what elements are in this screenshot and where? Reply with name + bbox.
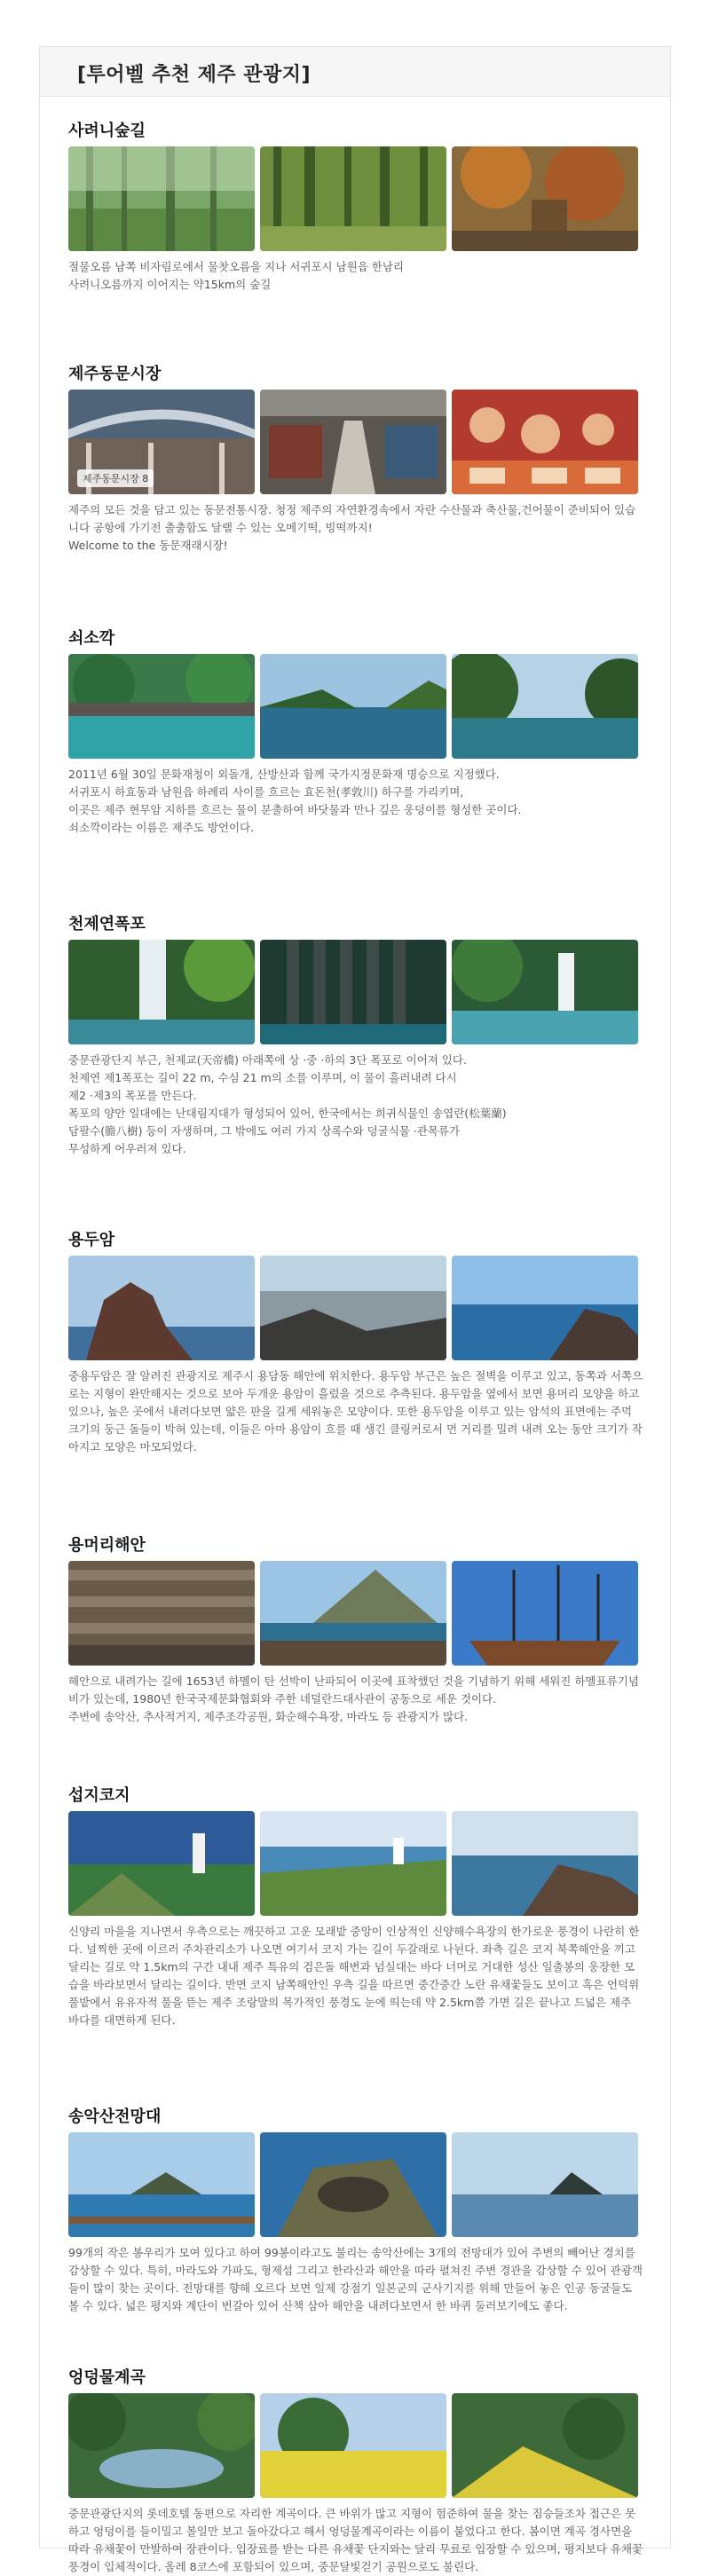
section-cheonjeyeon [68,911,645,1158]
waterfall-cliff-photo [68,940,255,1044]
section-seopjikoji [68,1783,645,2029]
flower-valley-photo [452,2393,638,2498]
market-aisle-photo [260,390,446,494]
section-desc: 중용두암은 잘 알려진 관광지로 제주시 용담동 해안에 위치한다. 용두암 부근은 높은 절벽을 이루고 있고, 동쪽과 서쪽으로는 지형이 완만해지는 것으로 보아 두개운 용암이 흘렀을 것으로 추측된다. 용두암을 옆에서 보면 용머리 모양을 하고 있으나, 높은 곳에서 내려다보면 얇은 판을 길게 세워놓은 모양이다. 또한 용두암을 이루고 있는 암석의 표면에는 주먹 크기의 둥근 돌들이 박혀 있는데, 이들은 아마 용암이 흐를 때 생긴 클링커로서 먼 거리를 밀려 내려 오는 동안 크기가 작아지고 모양은 마모되었다. [68,1369,643,1453]
layered-cliff-photo [68,1561,255,1666]
dragon-rock-photo [68,1256,255,1360]
header-bar [40,47,670,97]
market-sign: 제주동문시장 8 [77,469,154,487]
section-desc: 중문관광단지 부근, 천제교(天帝橋) 아래쪽에 상 ·중 ·하의 3단 폭포로 이어져 있다. 천제연 제1폭포는 길이 22 m, 수심 21 m의 소를 이루며, 이 물이 흘러내려 다시 제2 ·제3의 폭포를 만든다. 폭포의 양안 일대에는 난대림지대가 형성되어 있어, 한국에서는 희귀식물인 송엽란(松葉蘭) 담팔수(膽八樹) 등이 자생하며, 그 밖에도 여러 가지 상록수와 덩굴식물 ·관목류가 무성하게 어우러져 있다. [68,1053,507,1155]
river-gorge-photo [68,654,255,759]
section-title: 용두암 [68,1231,115,1249]
autumn-forest-photo [452,146,638,251]
page-title: [투어벨 추천 제주 관광지] [77,64,312,86]
article-frame [39,46,671,2573]
section-soesokkak [68,626,645,837]
valley-pond-photo [68,2393,255,2498]
tall-forest-photo [260,146,446,251]
hamel-ship-photo [452,1561,638,1666]
rocky-coast-photo [452,1811,638,1916]
section-desc: 제주의 모든 것을 담고 있는 동문전통시장. 청정 제주의 자연환경속에서 자란 수산물과 축산물,건어물이 준비되어 있습니다 공항에 가기전 출출함도 달랠 수 있는 오메기떡, 빙떡까지! Welcome to the 동문재래시장! [68,503,636,552]
section-title: 섭지코지 [68,1786,130,1805]
section-title: 천제연폭포 [68,915,146,934]
waterfall-pool-photo [452,940,638,1044]
island-view-photo [452,2132,638,2237]
section-title: 제주동문시장 [68,365,162,383]
seaside-path-photo [260,1811,446,1916]
section-desc: 2011년 6월 30일 문화재청이 외돌개, 산방산과 함께 국가지정문화재 명승으로 지정했다. 서귀포시 하효동과 남원읍 하례리 사이를 흐르는 효돈천(孝敦川) 하구를 가리키며, 이곳은 제주 현무암 지하를 흐르는 물이 분출하여 바닷물과 만나 깊은 웅덩이를 형성한 곳이다. 쇠소깍이라는 이름은 제주도 방언이다. [68,768,522,834]
waterfall-pillars-photo [260,940,446,1044]
forest-mist-photo [68,146,255,251]
boardwalk-photo [68,2132,255,2237]
section-title: 용머리해안 [68,1536,146,1555]
section-desc: 절물오름 남쪽 비자림로에서 물찻오름을 지나 서귀포시 남원읍 한남리 사려니오름까지 이어지는 약15km의 숲길 [68,260,404,291]
market-entrance-photo [68,390,255,494]
section-yongmeori [68,1532,645,1726]
section-saryeoni [68,118,645,294]
dragon-coast-photo [260,1256,446,1360]
yellow-flowers-photo [260,2393,446,2498]
section-dongmun-market [68,361,645,555]
section-desc: 신양리 마을을 지나면서 우측으로는 깨끗하고 고운 모래밭 중앙이 인상적인 신양해수욕장의 한가로운 풍경이 나란히 한다. 널찍한 곳에 이르러 주차관리소가 나오면 여기서 코지 가는 길이 두갈래로 나뉜다. 좌측 길은 코지 북쪽해안을 끼고 달리는 길로 약 1.5km의 구간 내내 제주 특유의 검은돌 해변과 넘실대는 바다 너머로 거대한 성산 일출봉의 웅장한 모습을 바라보면서 달리는 길이다. 반면 코지 남쪽해안인 우측 길을 따르면 중간중간 노란 유채꽃들도 보이고 혹은 언덕위 풀밭에서 유유자적 풀을 뜯는 제주 조랑말의 목가적인 풍경도 눈에 띄는데 약 2.5km쯤 가면 길은 끝나고 드넓은 제주 바다를 대면하게 된다. [68,1925,640,2027]
volcanic-crater-photo [260,2132,446,2237]
river-mouth-photo [260,654,446,759]
section-songaksan [68,2104,645,2315]
section-desc: 중문관광단지의 롯데호텔 동편으로 자리한 계곡이다. 큰 바위가 많고 지형이 험준하여 물을 찾는 짐승들조차 접근은 못하고 엉덩이를 들이밀고 볼일만 보고 돌아갔다고 해서 엉덩물계곡이라는 이름이 붙었다고 한다. 봄이면 계곡 경사면을 따라 유채꽃이 만발하여 장관이다. 입장료를 받는 다른 유채꽃 단지와는 달리 무료로 입장할 수 있으며, 평지보다 유채꽃 풍경이 입체적이다. 올레 8코스에 포함되어 있으며, 중문달빛걷기 공원으로도 불린다. [68,2507,643,2573]
section-yongduam [68,1227,645,1456]
river-pool-photo [452,654,638,759]
dragon-sea-photo [452,1256,638,1360]
section-eongdeongmul [68,2365,645,2576]
section-title: 사려니숲길 [68,122,146,140]
section-desc: 99개의 작은 봉우리가 모여 있다고 하여 99봉이라고도 불리는 송악산에는 3개의 전망대가 있어 주변의 빼어난 경치를 감상할 수 있다. 특히, 마라도와 가파도, 형제섬 그리고 한라산과 해안을 따라 펼쳐진 주변 경관을 감상할 수 있어 관광객들이 많이 찾는 곳이다. 전망대를 향해 오르다 보면 일제 강점기 일본군의 군사기지를 위해 만들어 놓은 인공 동굴들도 볼 수 있다. 넓은 평지와 계단이 번갈아 있어 산책 삼아 해안을 내려다보면서 한 바퀴 둘러보기에도 좋다. [68,2246,643,2312]
section-title: 송악산전망대 [68,2107,162,2126]
section-title: 쇠소깍 [68,629,115,648]
coastal-mountain-photo [260,1561,446,1666]
market-food-photo [452,390,638,494]
lighthouse-photo [68,1811,255,1916]
section-desc: 해안으로 내려가는 길에 1653년 하멜이 탄 선박이 난파되어 이곳에 표착했던 것을 기념하기 위해 세워진 하멜표류기념비가 있는데, 1980년 한국국제문화협회와 주한 네덜란드대사관이 공동으로 세운 것이다. 주변에 송악산, 추사적거지, 제주조각공원, 화순해수욕장, 마라도 등 관광지가 많다. [68,1674,639,1723]
section-title: 엉덩물계곡 [68,2368,146,2387]
